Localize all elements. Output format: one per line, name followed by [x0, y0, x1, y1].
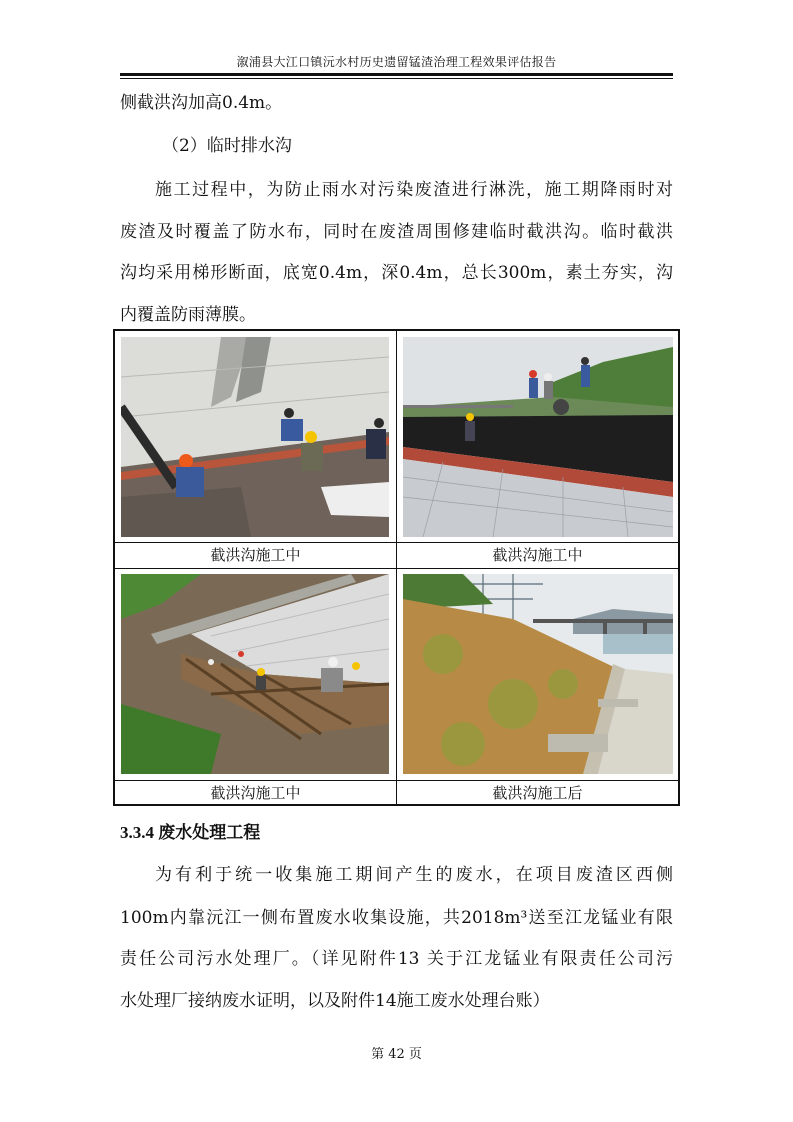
- header-rule-thin: [120, 78, 673, 79]
- paragraph-line: 为有利于统一收集施工期间产生的废水，在项目废渣区西侧: [155, 865, 673, 885]
- paragraph-line: 水处理厂接纳废水证明，以及附件14施工废水处理台账）: [120, 991, 550, 1011]
- paragraph-line: 内覆盖防雨薄膜。: [120, 305, 256, 325]
- running-header: 溆浦县大江口镇沅水村历史遗留锰渣治理工程效果评估报告: [236, 55, 557, 69]
- paragraph-line: 100m内靠沅江一侧布置废水收集设施，共2018m³送至江龙锰业有限: [120, 908, 673, 928]
- photo-table: [113, 329, 680, 806]
- paragraph-line: 废渣及时覆盖了防水布，同时在废渣周围修建临时截洪沟。临时截洪: [120, 222, 673, 242]
- paragraph-line: 沟均采用梯形断面，底宽0.4m，深0.4m，总长300m，素土夯实，沟: [120, 263, 673, 283]
- paragraph-line: 侧截洪沟加高0.4m。: [120, 93, 283, 113]
- paragraph-line: 责任公司污水处理厂。（详见附件13 关于江龙锰业有限责任公司污: [120, 949, 673, 969]
- photo-caption: 截洪沟施工中: [492, 546, 583, 564]
- page-number: 第 42 页: [371, 1047, 422, 1062]
- section-heading: 3.3.4 废水处理工程: [120, 823, 261, 842]
- header-rule-thick: [120, 73, 673, 76]
- photo-caption: 截洪沟施工中: [210, 546, 301, 564]
- photo-caption: 截洪沟施工中: [210, 784, 301, 802]
- table-divider: [115, 542, 678, 543]
- subsection-heading: （2）临时排水沟: [162, 136, 292, 156]
- photo-ditch-construction-1: [121, 337, 389, 537]
- paragraph-line: 施工过程中，为防止雨水对污染废渣进行淋洗，施工期降雨时对: [155, 180, 673, 200]
- photo-caption: 截洪沟施工后: [492, 784, 583, 802]
- photo-ditch-construction-2: [403, 337, 673, 537]
- photo-ditch-construction-3: [121, 574, 389, 774]
- table-divider: [115, 568, 678, 569]
- photo-ditch-after-construction: [403, 574, 673, 774]
- table-divider: [115, 780, 678, 781]
